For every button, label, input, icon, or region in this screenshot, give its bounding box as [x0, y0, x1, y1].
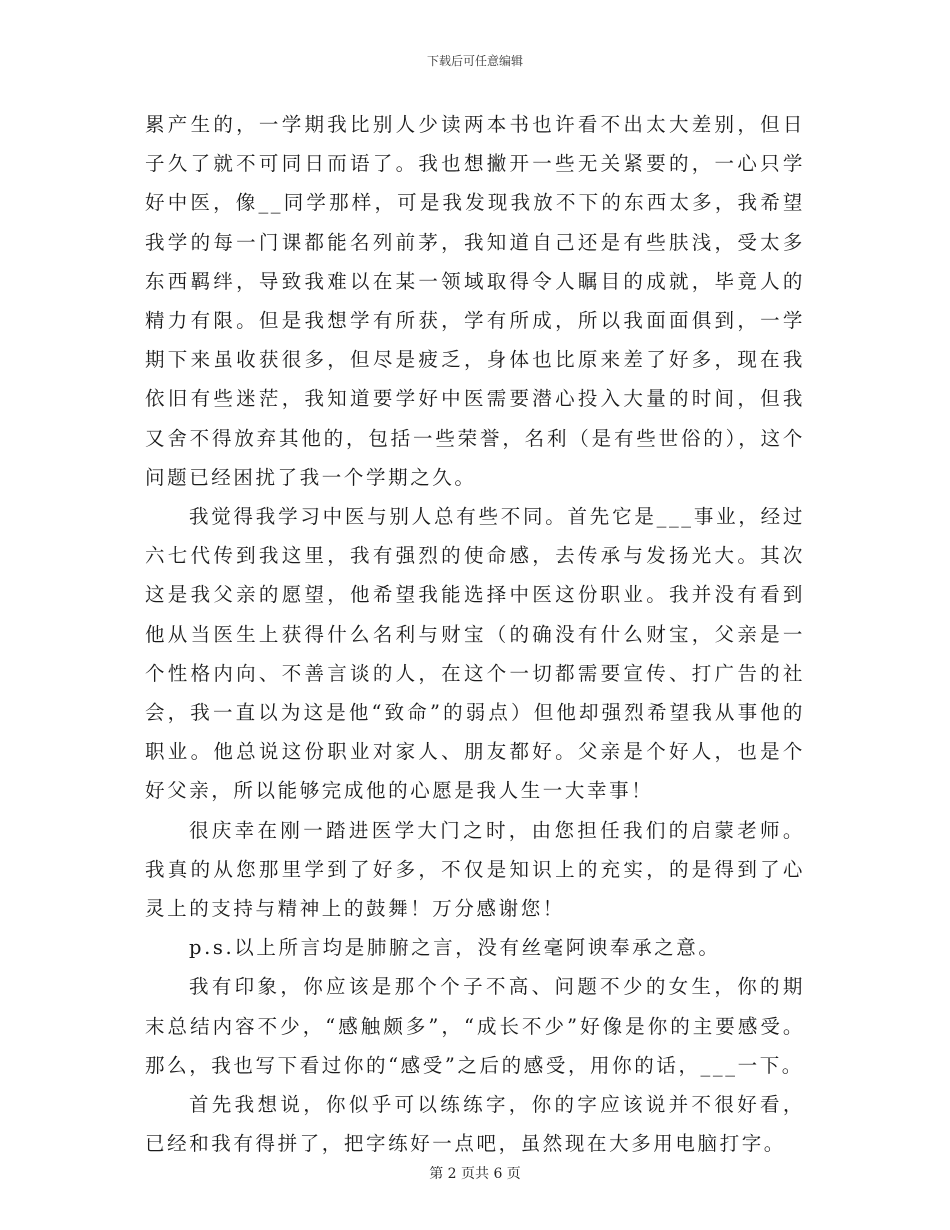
paragraph-family-tradition: 我觉得我学习中医与别人总有些不同。首先它是___事业，经过六七代传到我这里，我有强烈的使命感，去传承与发扬光大。其次这是我父亲的愿望，他希望我能选择中医这份职业。我并没有看到他从当医生上获得什么名利与财宝（的确没有什么财宝，父亲是一个性格内向、不善言谈的人，在这个一切都需要宣传、打广告的社会，我一直以为这是他“致命”的弱点）但他却强烈希望我从事他的职业。他总说这份职业对家人、朋友都好。父亲是个好人，也是个好父亲，所以能够完成他的心愿是我人生一大幸事！: [145, 505, 805, 803]
paragraph-gratitude: 很庆幸在刚一踏进医学大门之时，由您担任我们的启蒙老师。我真的从您那里学到了好多，不仅是知识上的充实，的是得到了心灵上的支持与精神上的鼓舞！万分感谢您！: [145, 818, 805, 921]
paragraph-handwriting: 首先我想说，你似乎可以练练字，你的字应该说并不很好看，已经和我有得拼了，把字练好一点吧，虽然现在大多用电脑打字。: [145, 1093, 805, 1156]
page-footer: 第 2 页共 6 页: [429, 1166, 521, 1182]
document-body: [145, 105, 805, 1163]
paragraph-teacher-reply: 我有印象，你应该是那个个子不高、问题不少的女生，你的期末总结内容不少，“感触颇多”，“成长不少”好像是你的主要感受。那么，我也写下看过你的“感受”之后的感受，用你的话，___一下。: [145, 975, 805, 1077]
paragraph-continued: 累产生的，一学期我比别人少读两本书也许看不出太大差别，但日子久了就不可同日而语了。我也想撇开一些无关紧要的，一心只学好中医，像__同学那样，可是我发现我放不下的东西太多，我希望我学的每一门课都能名列前茅，我知道自己还是有些肤浅，受太多东西羁绊，导致我难以在某一领域取得令人瞩目的成就，毕竟人的精力有限。但是我想学有所获，学有所成，所以我面面俱到，一学期下来虽收获很多，但尽是疲乏，身体也比原来差了好多，现在我依旧有些迷茫，我知道要学好中医需要潜心投入大量的时间，但我又舍不得放弃其他的，包括一些荣誉，名利（是有些世俗的），这个问题已经困扰了我一个学期之久。: [145, 113, 805, 489]
paragraph-postscript: p.s.以上所言均是肺腑之言，没有丝毫阿谀奉承之意。: [189, 936, 721, 960]
page-header: 下载后可任意编辑: [426, 54, 523, 68]
